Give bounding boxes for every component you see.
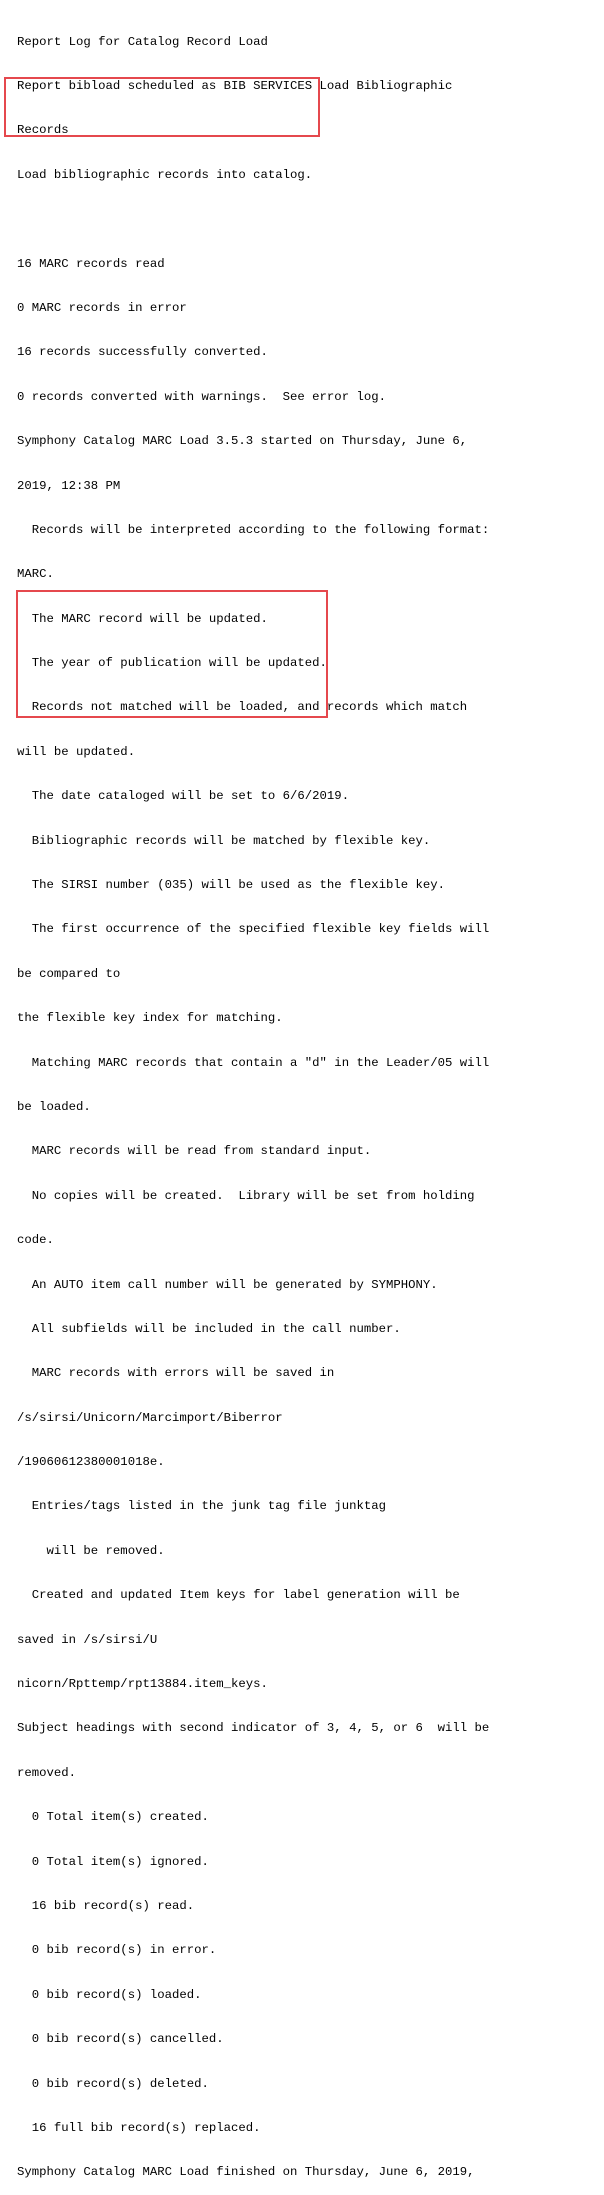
marc-summary-line: 0 MARC records in error (17, 300, 187, 315)
report-line: No copies will be created. Library will be set from holding (17, 1188, 475, 1203)
report-line: Records (17, 123, 69, 138)
report-line: nicorn/Rpttemp/rpt13884.item_keys. (17, 1677, 268, 1692)
bib-summary-line: 0 Total item(s) ignored. (17, 1854, 209, 1869)
report-line: /s/sirsi/Unicorn/Marcimport/Biberror (17, 1410, 283, 1425)
report-line: The MARC record will be updated. (17, 611, 268, 626)
report-line: MARC records will be read from standard input. (17, 1144, 372, 1159)
bib-summary-line: 0 bib record(s) loaded. (17, 1987, 202, 2002)
report-line: removed. (17, 1765, 77, 1780)
bib-summary-line: 0 bib record(s) deleted. (17, 2076, 209, 2091)
report-line: will be removed. (17, 1543, 165, 1558)
report-line: /19060612380001018e. (17, 1455, 165, 1470)
bib-summary-line: 0 Total item(s) created. (17, 1810, 209, 1825)
report-line: The year of publication will be updated. (17, 656, 327, 671)
report-line: Matching MARC records that contain a "d" in the Leader/05 will (17, 1055, 490, 1070)
report-line (17, 212, 601, 227)
bib-summary-line: 0 bib record(s) cancelled. (17, 2032, 224, 2047)
report-line: The SIRSI number (035) will be used as the flexible key. (17, 878, 446, 893)
report-line: 2019, 12:38 PM (17, 478, 121, 493)
report-line: Report Log for Catalog Record Load (17, 34, 268, 49)
report-line: Subject headings with second indicator of 3, 4, 5, or 6 will be (17, 1721, 490, 1736)
report-line: Load bibliographic records into catalog. (17, 167, 313, 182)
report-line: Symphony Catalog MARC Load 3.5.3 started on Thursday, June 6, (17, 434, 468, 449)
report-line: Bibliographic records will be matched by flexible key. (17, 833, 431, 848)
marc-summary-line: 0 records converted with warnings. See error log. (17, 389, 386, 404)
bib-summary-line: 16 full bib record(s) replaced. (17, 2120, 261, 2135)
report-line: be compared to (17, 966, 121, 981)
report-line: The first occurrence of the specified flexible key fields will (17, 922, 490, 937)
report-line: will be updated. (17, 744, 136, 759)
report-line: the flexible key index for matching. (17, 1011, 283, 1026)
bib-summary-line: 0 bib record(s) in error. (17, 1943, 217, 1958)
report-line: Created and updated Item keys for label generation will be (17, 1588, 460, 1603)
report-line: saved in /s/sirsi/U (17, 1632, 158, 1647)
report-line: Records will be interpreted according to the following format: (17, 522, 490, 537)
marc-summary-line: 16 records successfully converted. (17, 345, 268, 360)
report-line: be loaded. (17, 1099, 91, 1114)
report-line: MARC records with errors will be saved in (17, 1366, 335, 1381)
report-line: Symphony Catalog MARC Load finished on Thursday, June 6, 2019, (17, 2165, 475, 2180)
report-line: code. (17, 1233, 54, 1248)
report-line: Records not matched will be loaded, and records which match (17, 700, 468, 715)
report-line: All subfields will be included in the call number. (17, 1321, 401, 1336)
report-log (17, 5, 601, 2195)
report-line: The date cataloged will be set to 6/6/2019. (17, 789, 350, 804)
marc-summary-line: 16 MARC records read (17, 256, 165, 271)
report-line: An AUTO item call number will be generated by SYMPHONY. (17, 1277, 438, 1292)
report-line: MARC. (17, 567, 54, 582)
report-line: Entries/tags listed in the junk tag file junktag (17, 1499, 386, 1514)
bib-summary-line: 16 bib record(s) read. (17, 1899, 195, 1913)
report-line: Report bibload scheduled as BIB SERVICES Load Bibliographic (17, 78, 453, 93)
